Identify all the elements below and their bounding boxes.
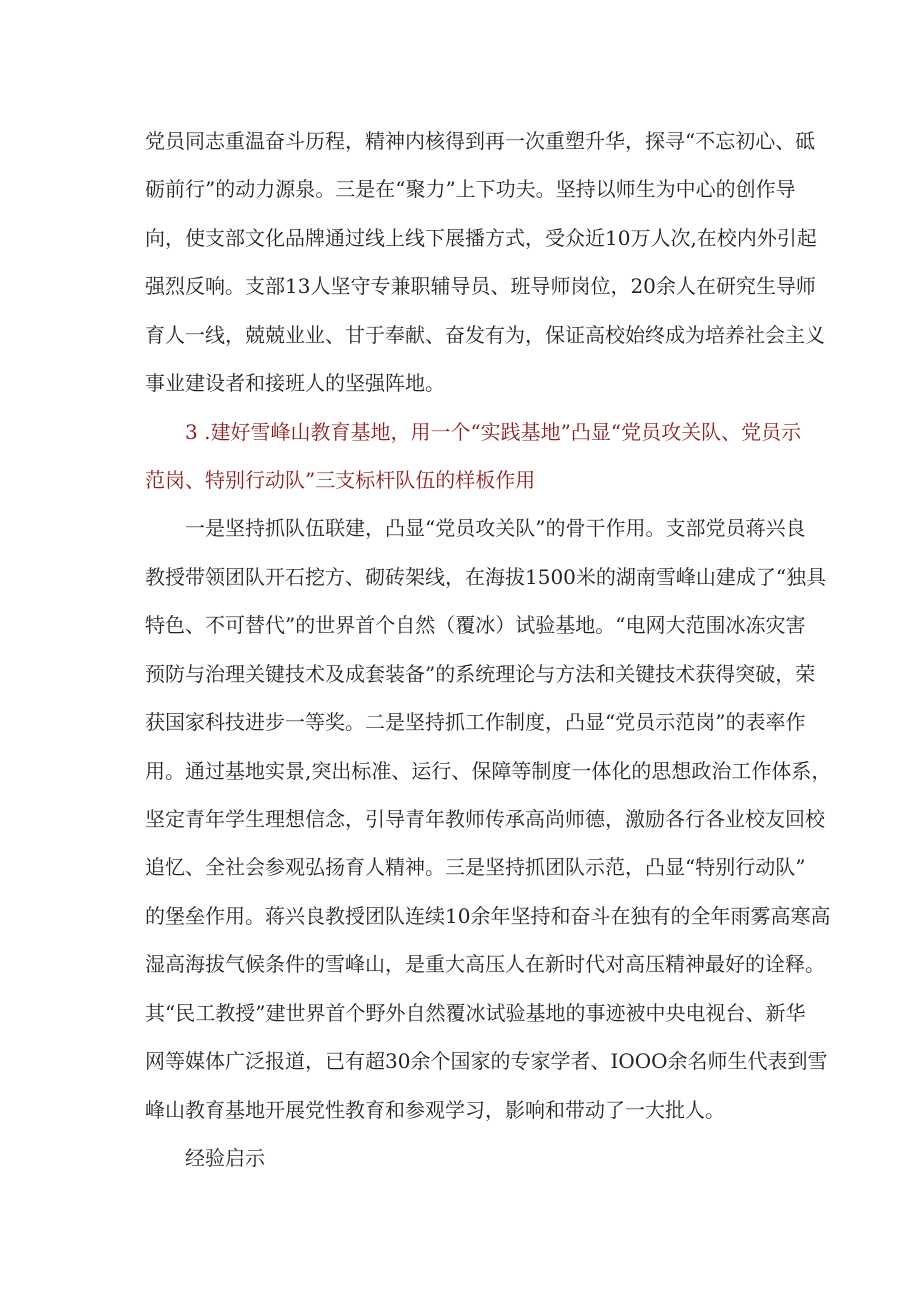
text-line: 育人一线，兢兢业业、甘于奉献、奋发有为，保证高校始终成为培养社会主义 — [145, 323, 825, 347]
subheading-line: 经验启示 — [185, 1146, 265, 1170]
text-line: 向，使支部文化品牌通过线上线下展播方式，受众近10万人次,在校内外引起 — [145, 226, 817, 250]
text-line: 追忆、全社会参观弘扬育人精神。三是坚持抓团队示范，凸显“特别行动队” — [145, 855, 806, 879]
text-line: 网等媒体广泛报道，已有超30余个国家的专家学者、IOOO余名师生代表到雪 — [145, 1049, 828, 1073]
section-heading-line: 范岗、特别行动队”三支标杆队伍的样板作用 — [145, 468, 536, 492]
text-line: 获国家科技进步一等奖。二是坚持抓工作制度，凸显“党员示范岗”的表率作 — [145, 710, 806, 734]
text-line: 预防与治理关键技术及成套装备”的系统理论与方法和关键技术获得突破，荣 — [145, 662, 816, 686]
text-line: 其“民工教授”建世界首个野外自然覆冰试验基地的事迹被中央电视台、新华 — [145, 1001, 806, 1025]
text-line: 强烈反响。支部13人坚守专兼职辅导员、班导师岗位，20余人在研究生导师 — [145, 274, 816, 298]
text-line: 砺前行”的动力源泉。三是在“聚力”上下功夫。坚持以师生为中心的创作导 — [145, 177, 796, 201]
text-line: 特色、不可替代”的世界首个自然（覆冰）试验基地。“电网大范围冰冻灾害 — [145, 613, 806, 637]
text-line: 一是坚持抓队伍联建，凸显“党员攻关队”的骨干作用。支部党员蒋兴良 — [185, 516, 806, 540]
text-line: 坚定青年学生理想信念，引导青年教师传承高尚师德，激励各行各业校友回校 — [145, 807, 825, 831]
text-line: 事业建设者和接班人的坚强阵地。 — [145, 371, 445, 395]
text-line: 用。通过基地实景,突出标准、运行、保障等制度一体化的思想政治工作体系， — [145, 759, 832, 783]
text-line: 峰山教育基地开展党性教育和参观学习，影响和带动了一大批人。 — [145, 1098, 725, 1122]
section-heading-line: 3 .建好雪峰山教育基地，用一个“实践基地”凸显“党员攻关队、党员示 — [185, 420, 802, 444]
text-line: 党员同志重温奋斗历程，精神内核得到再一次重塑升华，探寻“不忘初心、砥 — [145, 129, 816, 153]
text-line: 的堡垒作用。蒋兴良教授团队连续10余年坚持和奋斗在独有的全年雨雾高寒高 — [145, 904, 831, 928]
text-line: 湿高海拔气候条件的雪峰山，是重大高压人在新时代对高压精神最好的诠释。 — [145, 952, 825, 976]
text-line: 教授带领团队开石挖方、砌砖架线，在海拔1500米的湖南雪峰山建成了“独具 — [145, 565, 827, 589]
